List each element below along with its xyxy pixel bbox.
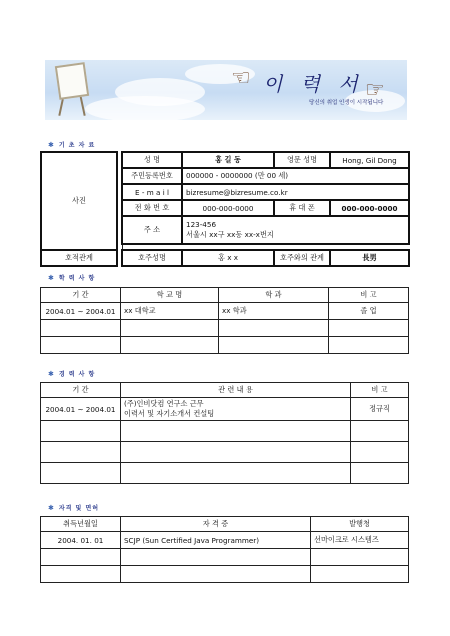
section-basic-title: ✱ 기 초 자 료 xyxy=(48,141,96,149)
table-row: 2004.01 ~ 2004.01 xx 대학교 xx 학과 졸 업 xyxy=(41,303,409,320)
phone-value: 000-000-0000 xyxy=(182,200,274,216)
mobile-label: 휴 대 폰 xyxy=(274,200,330,216)
table-row xyxy=(41,463,409,484)
head-of-family-value: 홍 x x xyxy=(182,250,274,266)
phone-label: 전 화 번 호 xyxy=(122,200,182,216)
table-row xyxy=(41,337,409,354)
table-row xyxy=(41,549,409,566)
hand-left-icon: ☜ xyxy=(231,66,251,91)
address-label: 주 소 xyxy=(122,216,182,244)
family-relation-label: 호적관계 xyxy=(41,250,117,266)
address-line-2: 서울시 xx구 xx동 xx-x번지 xyxy=(186,230,274,239)
table-row xyxy=(41,442,409,463)
edu-header-major: 학 과 xyxy=(219,288,329,303)
education-table xyxy=(40,287,409,354)
table-row xyxy=(41,421,409,442)
easel-icon xyxy=(55,62,89,100)
section-career-title: ✱ 경 력 사 항 xyxy=(48,370,96,378)
email-value: bizresume@bizresume.co.kr xyxy=(182,184,409,200)
career-header-content: 관 련 내 용 xyxy=(121,383,351,398)
name-label: 성 명 xyxy=(122,152,182,168)
star-icon: ✱ xyxy=(48,141,55,149)
eng-name-value: Hong, Gil Dong xyxy=(330,152,409,168)
license-header-issuer: 발행청 xyxy=(311,517,409,532)
career-table xyxy=(40,382,409,484)
relation-value: 長男 xyxy=(330,250,409,266)
career-header-period: 기 간 xyxy=(41,383,121,398)
head-of-family-label: 호주성명 xyxy=(122,250,182,266)
edu-header-period: 기 간 xyxy=(41,288,121,303)
star-icon: ✱ xyxy=(48,504,55,512)
edu-header-note: 비 고 xyxy=(329,288,409,303)
section-education-title: ✱ 학 력 사 항 xyxy=(48,274,96,282)
id-value: 000000 - 0000000 (만 00 세) xyxy=(182,168,409,184)
email-label: E - m a i l xyxy=(122,184,182,200)
eng-name-label: 영문 성명 xyxy=(274,152,330,168)
career-header-note: 비 고 xyxy=(351,383,409,398)
basic-info-table xyxy=(40,151,410,267)
license-table xyxy=(40,516,409,583)
photo-box: 사진 xyxy=(41,152,117,250)
id-label: 주민등록번호 xyxy=(122,168,182,184)
star-icon: ✱ xyxy=(48,370,55,378)
table-row: 2004.01 ~ 2004.01 (주)인비닷컴 연구소 근무 이력서 및 자기소개서 컨설팅 정규직 xyxy=(41,398,409,421)
table-row xyxy=(41,566,409,583)
edu-header-school: 학 교 명 xyxy=(121,288,219,303)
license-header-cert: 자 격 증 xyxy=(121,517,311,532)
address-value xyxy=(182,216,409,244)
banner-title: 이 력 서 xyxy=(263,72,364,96)
star-icon: ✱ xyxy=(48,274,55,282)
banner-subtitle: 당신의 취업 인생이 시작됩니다 xyxy=(309,100,384,106)
license-header-date: 취득년월일 xyxy=(41,517,121,532)
section-license-title: ✱ 자격 및 면허 xyxy=(48,504,100,512)
hand-right-icon: ☞ xyxy=(365,78,385,103)
mobile-value: 000-000-0000 xyxy=(330,200,409,216)
name-value: 홍 길 동 xyxy=(182,152,274,168)
address-line-1: 123-456 xyxy=(186,220,217,229)
table-row xyxy=(41,320,409,337)
relation-label: 호주와의 관계 xyxy=(274,250,330,266)
table-row: 2004. 01. 01 SCJP (Sun Certified Java Programmer) 선마이크로 시스템즈 xyxy=(41,532,409,549)
resume-banner xyxy=(45,60,407,120)
